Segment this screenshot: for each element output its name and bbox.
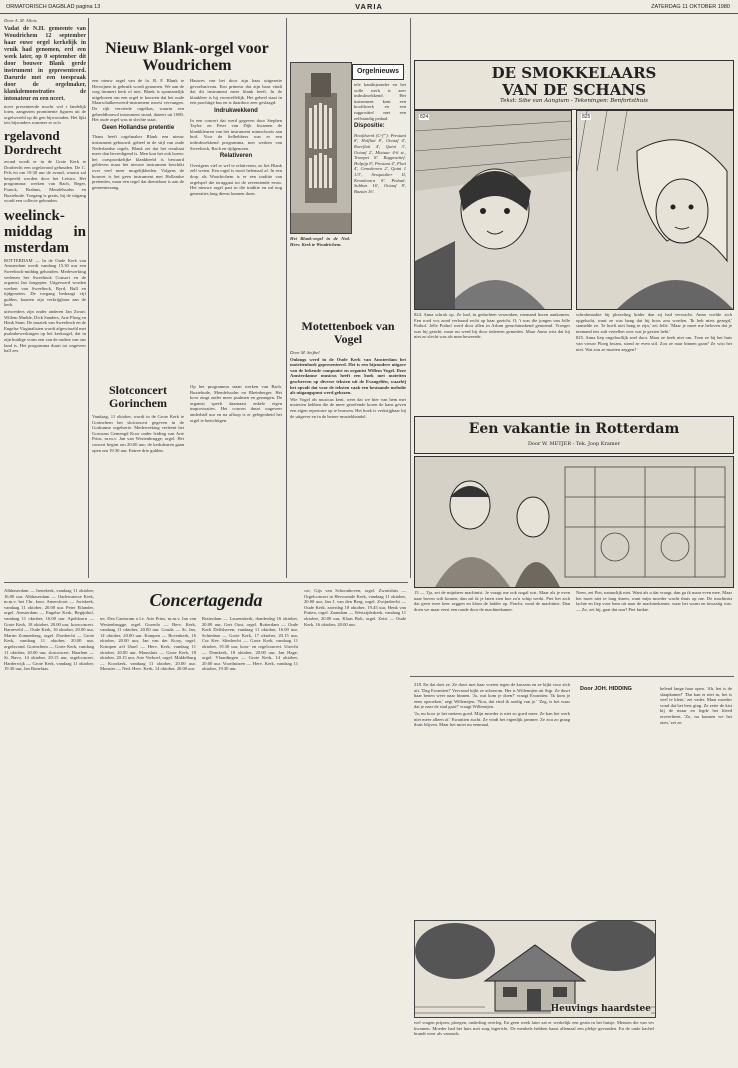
vakantie-text-left [414, 590, 570, 672]
orgelnieuws-label: Orgelnieuws [352, 64, 404, 80]
heuvings-byline: Door JOH. HIDDING [580, 686, 632, 692]
comic-panel-825 [576, 110, 734, 310]
sweelinck-heading: weelinck-middag in msterdam [4, 207, 86, 256]
relativeren-subhead: Relativeren [219, 153, 253, 160]
orgelnieuws-col [354, 82, 406, 262]
nieuw-orgel-text-a2: Thans heeft orgelmaker Blank een nieuw instrument gebouwd, geheel in de stijl van oude Nederlandse orgels. Blank zei dat het resultaat meer dan bevredigend is. Men kon het ook horen: het oorspronkelijke klankbeeld is bewaard gebleven maar het nieuwe instrument beschikt over veel meer mogelijkheden. Volgens de bouwer is het geen instrument met Hollandse pretenties, maar een orgel dat dienstbaar is aan de gemeentezang. [92, 134, 184, 190]
heuvings-caption: Heuvings haardstee [550, 1004, 651, 1014]
motetten-text-2: Wie Vogel als musicus kent, weet dat we hier van hem met motetten hebben die de meer geoefende koren de kans geven een eigen repertoire op te bouwen. Het boek is verkrijgbaar bij de uitgever en in de betere muziekhandel. [290, 396, 406, 419]
smokkelaars-text-825: 825. Anna liep ongelooflijk snel door. Maar ze keek niet om. Toen ze bij het huis van vrouw Ploeg kwam, stond ze even stil. Zou ze naar binnen gaan? Ze wist het niet. Wat zou ze moeten zeggen? [576, 335, 732, 352]
sweelinck-text-2: uitvoerders zijn onder anderen Jan Zwart, Willem Mudde, Dick Sanders, Arie Ploeg en Henk Stam. De muziek van Sweelinck en de Engelse Virginalisten wordt afgewisseld met psalmbewerkingen op het kerkorgel, dat in zijn huidige vorm een van de oudste van ons land is. Het programma duurt tot ongeveer half zes. [4, 309, 86, 354]
panel-number-825: 825 [582, 114, 591, 120]
motetten-text: Onlangs werd in de Oude Kerk van Amsterdam het motettenboek gepresenteerd. Het is een bijzondere uitgave van de bekende componist en organist Willem Vogel. Deze Amsterdamse musicus heeft een boek met motetten geschreven op diverse teksten uit de Evangeliën, waarbij het opvalt dat voor de teksten vaak een bestaande melodie als uitgangspunt werd gekozen. [290, 356, 406, 396]
orgelnieuws-text: tele kantbijzonder en het volle werk is zeer indrukwekkend. Het instrument kent een hoofdwerk en een rugpositief met een zelfstandig pedaal. [354, 82, 406, 121]
header-paper-name: ORMATORISCH DAGBLAD pagina 13 [6, 4, 101, 10]
byline-allois: Door A. M. Allois [4, 18, 37, 23]
agenda-col-2: ter, Dea Cantorum o.l.v. Arie Prins, m.m.v. Jan van Westenbrugge, orgel. Groenlo — Herv. Kerk, vandaag 11 oktober, 20.00 uur. Gouda — St. Jan, 14 oktober, 20.00 uur. Kampen — Bovenkerk, 16 oktober, 20.00 uur, Jan van der Kooy, orgel. Krimpen a/d IJssel — Herv. Kerk, vandaag 11 oktober, 20.00 uur. Maassluis — Grote Kerk, 18 oktober, 20.15 uur, Arie Verhoef, orgel. Middelburg — Koorkerk, vandaag 11 oktober, 20.00 uur. Monster — Ned. Herv. Kerk, 14 oktober, 20.00 uur. [100, 616, 196, 672]
nieuw-orgel-text-a: een nieuw orgel van de fa. B. F. Blank te Herwijnen in gebruik wordt genomen. We aan de weg timmert kerk of niet. Blank is spontanelijk uitgekozen om een orgel te bouwen dat het oude Maarschalkerweerd-instrument moest vervangen. De rijk versierde orgelkas, waarin een gebeeldhouwd instrument stond, dateert uit 1680. Het oude orgel was in slechte staat. [92, 78, 184, 123]
heuvings-drawing [414, 920, 656, 1018]
nieuw-orgel-text-b3: Overigens viel er wel te relativeren, zo liet Blank zelf weten. Een orgel is nooit helemaal af. In een dorp als Woudrichem is er een traditie van orgelspel die teruggaat tot de zeventiende eeuw. Het nieuwe orgel past in die traditie en zal nog generaties lang dienst kunnen doen. [190, 162, 282, 196]
vakantie-banner [414, 416, 734, 454]
smokkelaars-text-left [414, 312, 570, 410]
nieuw-orgel-text-b: Hauwes van het door zijn baas uitgezette gevoelsniveau. Een primeur dat zijn baas vindt dat dit instrument meer klank heeft. In de klankleer is hij voortreffelijk. Het geheel staat in een prachtige kas en is daardoor zeer geslaagd. [190, 78, 282, 106]
dispositie-heading: Dispositie: [354, 123, 385, 130]
slotconcert-text-2: Op het programma staan werken van Bach, Buxtehude, Mendelssohn en Rheinberger. Het koor zingt onder meer psalmen en gezangen. De organist speelt daarnaast enkele eigen improvisaties. Het concert duurt ongeveer anderhalf uur en na afloop is er gelegenheid het orgel te bezichtigen. [190, 384, 282, 423]
page-header [0, 0, 738, 14]
heuvings-text: kelend lange haar open. 'Ah, het is de slaapkamer!' 'Dat kan er niet in, het is veel te klein,' zei vader. Maar moeder vond dat het best ging. Ze zette de kist bij de muur en legde het kleed eroverheen. 'Zo, nu kunnen we het zien,' zei ze. [660, 686, 732, 725]
vakantie-title: Een vakantie in Rotterdam [468, 421, 680, 437]
orgelavond-text: avond wordt er in de Grote Kerk te Dordrecht een orgelavond gehouden. De C. Pels en om 19.30 uur de avond, waarin zal bespeeld worden door het Leistra. Het programma: werken van Bach, Reger, Franck, Brahms, Mendelssohn en Buxtehude. Toegang is gratis, bij de uitgang wordt een collecte gehouden. [4, 158, 86, 204]
motetten-headline: Motettenboek van Vogel [301, 319, 395, 346]
agenda-col-4: cor, Gijs van Schoonhoven, orgel. Zwartsluis — Orgelconcert in Hervormde Kerk, vandaag 11 oktober, 20.00 uur, Jan J. van den Berg, orgel. Zwijndrecht — Oude Kerk, zaterdag 18 oktober, 19.45 uur, Henk van Putten, orgel. Zaandam — Westzijderkerk, vandaag 11 oktober, 20.00 uur, Klaas Bolt, orgel. Zeist — Oude Kerk, 16 oktober, 20.00 uur. [304, 588, 406, 627]
vakantie-text-right [576, 590, 732, 672]
concertagenda-heading: Concertagenda [149, 590, 263, 610]
smokkelaars-text-824: 824. Anna schrok op. Ze had, in gedachten verzonken, niemand horen aankomen. Een rood vos zond verbaasd recht op haar gezicht. O, 't was die jongen van Jelle Pothof. Jelle Pothof werd door allen in Arlum geruchtmakend genoemd. Vroeger was hij geacht, maar nu werd hij door iedereen gemeden. Maar Anna wist dat hij niet zo slecht was als men beweerde. [414, 312, 570, 340]
smokkelaars-text-right [576, 312, 732, 410]
smokkelaars-title-2: VAN DE SCHANS [502, 81, 646, 99]
left-column [4, 18, 86, 580]
agenda-col-3: Rotterdam — Laurenskerk, donderdag 16 oktober, 20.00 uur, Gert Oost, orgel. Rotterdam — Oude Kerk Delfshaven, vandaag 11 oktober, 16.00 uur. Schiedam — Grote Kerk, 17 oktober, 20.15 uur, Cor Kee. Sliedrecht — Grote Kerk, vandaag 11 oktober, 19.30 uur, koor- en orgelconcert. Utrecht — Domkerk, 18 oktober, 20.00 uur, Jan Hage, orgel. Vlaardingen — Grote Kerk, 14 oktober, 20.00 uur. Voorthuizen — Herv. Kerk, vandaag 11 oktober, 19.30 uur. [202, 616, 298, 672]
agenda-col-1: Albhaserdam — Irenekerk, vandaag 11 oktober, 16.00 uur. Albhaserdam — Oudewaterse Kerk, m.m.v. het Chr. koor. Amersfoort — Joriskerk, vandaag 11 oktober, 20.00 uur. Peter Eilander, orgel. Amsterdam — Engelse Kerk, Begijnhof, vandaag 11 oktober, 16.00 uur. Apeldoorn — Grote Kerk, 18 oktober, 20.00 uur, koorconcert. Barneveld — Oude Kerk, 16 oktober, 20.00 uur, Martin Zonnenberg, orgel. Dordrecht — Grote Kerk, vandaag 11 oktober, 20.00 uur, orgelavond. Gorinchem — Grote Kerk, vandaag 11 oktober, 20.00 uur, slotconcert. Haarlem — St. Bavo, 14 oktober, 20.15 uur, orgelconcert. Harderwijk — Grote Kerk, vandaag 11 oktober, 19.30 uur, Jan Bonefaas. [4, 588, 94, 672]
geen-hollandse-subhead: Geen Hollandse pretentie [101, 124, 175, 131]
woudrichem-text: ncert presenteerde mocht wel t landelijk loten, aangezien prominente figuren uit de orgelwereld op dit gen bijwoonden. Het lijkt iets bijzonders wanneer er zo'n [4, 103, 86, 126]
dispositie-text: Hoofdwerk (C-f'''): Prestant 8', Holfluit 8', Octaaf 4', Roerfluit 4', Quint 3', Octaaf 2', Mixtuur 4-6 st., Trompet 8'. Rugpositief: Holpijp 8', Prestant 4', Fluit 4', Gemshoorn 2', Quint 1 1/3', Sesquialter II, Kromhoorn 8'. Pedaal: Subbas 16', Octaaf 8', Bazuin 16'. [354, 132, 406, 194]
smokkelaars-text-cont: schrokmaakte hij plotseling luider dan zij had verwacht. Anna voelde zich opgelucht, want ze was bang dat hij boos zou worden. 'Ik heb niets gezegd,' stamelde ze. 'Je hoeft niet bang te zijn,' zei Jelle. 'Maar je moet me beloven dat je niemand iets zult vertellen over wat je gezien hebt.' [576, 312, 732, 334]
sweelinck-text: ROTTERDAM — In de Oude Kerk van Amsterdam wordt vandaag 15.30 uur een Sweelinck-middag gehouden. Medewerking verlenen het Sweelinck Consort en de organist Jan Jongepier. Uitgevoerd worden werken van Sweelinck, Byrd, Bull en tijdgenoten. De toegang bedraagt vijf gulden, kaarten zijn verkrijgbaar aan de kerk. [4, 257, 86, 308]
smokkelaars-banner [414, 60, 734, 110]
motetten-byline: Door M. Seijbel [290, 350, 320, 355]
motetten-col [290, 350, 406, 576]
heuvings-text-right [660, 686, 732, 1064]
nieuw-orgel-text-b2: In een concert dat werd gegeven door Stephen Taylor en Peter van Dijk kwamen de klankkleuren van het instrument ruimschoots aan bod. Voor de liefhebbers was er een indrukwekkend programma, met werken van Sweelinck, Bach en tijdgenoten. [190, 117, 282, 151]
vakantie-text-cont: Neen, zei Piet, natuurlijk niet. Want als u dat vraagt, dan ga ik maar even mee. Maar het moet niet te lang duren, want mijn moeder wacht thuis op me. De machinist lachte en liep voor hem uit naar de machinekamer, waar het warm en lawaaiig was. — Zo, zei hij, gaat dat nou? Piet knikte. [576, 590, 732, 612]
slotconcert-headline: Slotconcert Gorinchem [109, 383, 167, 410]
slotconcert-col-a [92, 414, 184, 574]
smokkelaars-title-1: DE SMOKKELAARS [491, 64, 657, 82]
comic-panel-824 [414, 110, 572, 310]
vakantie-text-15: 15 — Tja, zei de mijnheer machinist. Je vraagt me ook nogal wat. Maar als je even naar boven wilt komen, dan zal ik je laten zien hoe zo'n schip werkt. Piet liet zich dat geen twee keer zeggen en klom de ladder op. Pracht, vond de machinist. Dan doen we maar eerst een ronde door de machinekamer. [414, 590, 570, 612]
nieuw-orgel-col-a [92, 78, 184, 378]
serial-text: 318. En dat doet ze. Ze duwt met haar voeten tegen de kussens en ze kijkt voor zich uit. 'Dag Ewantien!' Vervaasd kijkt ze achterom. Het is Willemtjen uit Sijp. Ze duwt haar benen weer naar binnen. 'Ja, wat kom je doen?' vraagt Ewantien. 'Ik kom je eens opzoeken,' zegt Willemtjen. 'Nou, dat vind ik aardig van je.' 'Zeg, is het waar dat je naar de stad gaat?' vraagt Willemtjen. [414, 682, 570, 710]
header-date: ZATERDAG 11 OKTOBER 1980 [651, 4, 730, 10]
woudrichem-intro: Vadat de N.H. gemeente van Woudrichem 12 september haar euwe orgel kerkelijk in vruik had genomen, erd een week later, op 0 september dit door bouwer Blank gerde instrument in gepresenteerd. Daeurde met een toespraak door de orgelmaker, klankdemonstraties de intonateur en een ncert. [4, 25, 86, 102]
serial-text-2: 'Ja, nu hoor je het meteen goed. Mijn moeder is niet zo goed meer. Ze kan het werk niet meer alleen af.' Ewantien zucht. Ze vindt het eigenlijk jammer. Ze zou zo graag thuis blijven. Maar het moet nu eenmaal. [414, 710, 570, 728]
orgel-photo [290, 62, 352, 234]
orgelavond-heading: rgelavond Dordrecht [4, 127, 62, 157]
heuvings-text-bottom [414, 1020, 654, 1064]
serial-col [414, 682, 570, 918]
slotconcert-text: Vandaag, 11 oktober, wordt in de Grote Kerk te Gorinchem het slotconcert gegeven in de Gorkumse orgelserie. Medewerking verleent het Gorcums Gemengd Koor onder leiding van Arie Prins, m.m.v. Jan van Westenbrugge, orgel. Het concert begint om 20.00 uur; de kerkdeuren gaan open om 19.30 uur. Entree drie gulden. [92, 414, 184, 453]
nieuw-orgel-col-b [190, 78, 282, 378]
heuvings-text-2: wel vragen prijzen, ploegen, onderling overleg. En geen week later zat er werkelijk een gezin in het huisje. Mensen die van ver kwamen. Moeder had het huis met zorg ingericht. De meubels hebben haast allemaal een plekje gevonden. En de oude kachel brandt weer als vanouds. [414, 1020, 654, 1037]
panel-number-824: 824 [420, 114, 429, 120]
nieuw-orgel-headline: Nieuw Blank-orgel voor Woudrichem [105, 40, 269, 74]
vakantie-panel [414, 456, 734, 588]
orgel-photo-caption: Het Blank-orgel in de Ned. Herv. Kerk te Woudrichem. [290, 236, 350, 247]
smokkelaars-credits: Tekst: Sibe van Aangium - Tekeningen: Benfortsthuis [500, 98, 648, 104]
vakantie-credits: Door W. METJER - Tek. Joop Kramer [528, 441, 620, 447]
header-section: VARIA [355, 2, 383, 11]
slotconcert-col-b [190, 384, 282, 574]
indrukwekkend-subhead: Indrukwekkend [214, 107, 258, 114]
